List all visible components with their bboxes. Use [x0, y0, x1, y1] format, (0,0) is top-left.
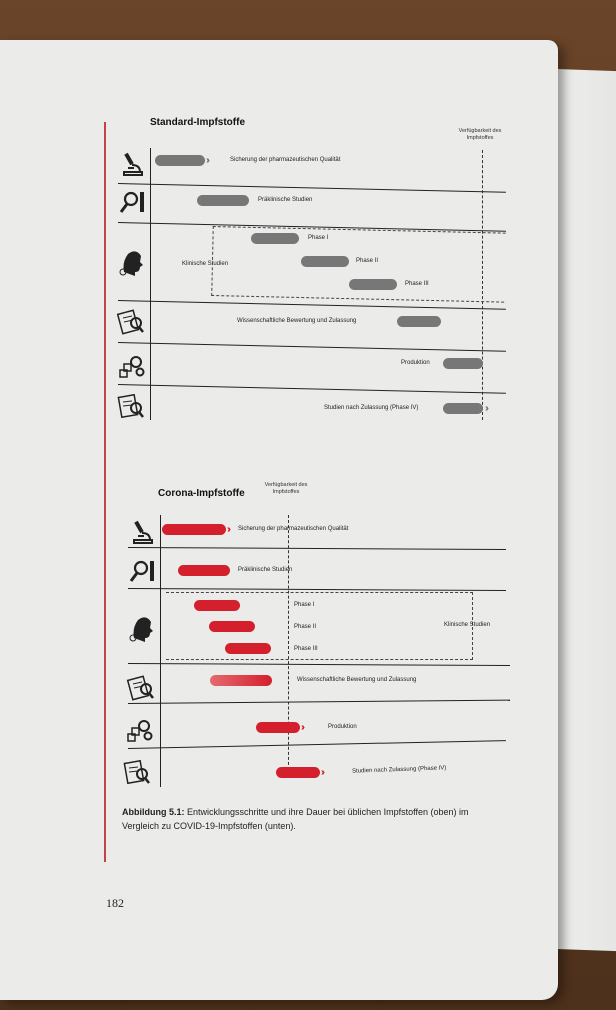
standard-bar-quality [155, 155, 205, 166]
corona-bar-phase4 [276, 767, 320, 778]
corona-phase3-label: Phase III [294, 646, 318, 652]
production-gears-icon [124, 716, 154, 746]
standard-bar-phase2 [301, 256, 349, 267]
human-head-icon [116, 246, 146, 276]
corona-label-preclinical: Präklinische Studien [238, 567, 293, 573]
figure-caption [122, 806, 502, 834]
corona-phase1-label: Phase I [294, 602, 315, 608]
standard-label-production: Produktion [401, 360, 430, 366]
corona-availability-label: Verfügbarkeit des Impfstoffes [264, 482, 308, 496]
standard-chevron-phase4: ››› [485, 403, 486, 414]
standard-phase3-label: Phase III [405, 281, 429, 287]
document-review-icon [116, 306, 146, 336]
standard-label-quality: Sicherung der pharmazeutischen Qualität [230, 157, 341, 163]
corona-bar-approval [210, 675, 272, 686]
corona-phase2-label: Phase II [294, 624, 317, 630]
book-page [0, 40, 558, 1000]
standard-label-clinical: Klinische Studien [182, 261, 229, 267]
corona-bar-preclinical [178, 565, 230, 576]
standard-availability-label: Verfügbarkeit des Impfstoffes [458, 128, 502, 142]
document-review-icon [126, 672, 156, 702]
standard-chevron-quality: ››› [206, 155, 207, 166]
standard-bar-phase1 [251, 233, 299, 244]
margin-rule [104, 122, 106, 862]
standard-bar-phase4 [443, 403, 483, 414]
standard-phase1-label: Phase I [308, 235, 329, 241]
magnifier-flask-icon [118, 188, 148, 218]
standard-label-approval: Wissenschaftliche Bewertung und Zulassung [237, 318, 357, 324]
corona-label-clinical: Klinische Studien [444, 622, 491, 628]
microscope-icon [128, 518, 158, 548]
document-magnifier-icon [116, 392, 146, 422]
document-magnifier-icon [122, 758, 152, 788]
standard-label-phase4: Studien nach Zulassung (Phase IV) [324, 405, 419, 411]
standard-title: Standard-Impfstoffe [150, 117, 245, 128]
corona-axis [160, 515, 161, 787]
standard-axis [150, 148, 151, 420]
standard-phase2-label: Phase II [356, 258, 379, 264]
standard-bar-production [443, 358, 483, 369]
page-number: 182 [106, 896, 124, 910]
microscope-icon [118, 150, 148, 180]
corona-bar-production [256, 722, 300, 733]
corona-chevron-phase4: ››› [321, 767, 322, 778]
corona-bar-phase3 [225, 643, 271, 654]
caption-label: Abbildung 5.1: [122, 807, 185, 817]
corona-bar-quality [162, 524, 226, 535]
corona-label-quality: Sicherung der pharmazeutischen Qualität [238, 526, 349, 532]
corona-chevron-quality: ››› [227, 524, 228, 535]
standard-bar-approval [397, 316, 441, 327]
corona-bar-phase2 [209, 621, 255, 632]
corona-bar-phase1 [194, 600, 240, 611]
corona-label-phase4: Studien nach Zulassung (Phase IV) [351, 765, 447, 775]
human-head-icon [126, 612, 156, 642]
standard-bar-preclinical [197, 195, 249, 206]
standard-bar-phase3 [349, 279, 397, 290]
standard-label-preclinical: Präklinische Studien [258, 197, 313, 203]
corona-chevron-production: ››› [301, 722, 302, 733]
magnifier-flask-icon [128, 557, 158, 587]
corona-label-approval: Wissenschaftliche Bewertung und Zulassung [297, 677, 417, 683]
corona-title: Corona-Impfstoffe [158, 488, 245, 499]
production-gears-icon [116, 352, 146, 382]
caption-text: Entwicklungsschritte und ihre Dauer bei üblichen Impfstoffen (oben) im Vergleich zu COVID-19-Impfstoffen (unten). [122, 807, 469, 831]
corona-label-production: Produktion [328, 724, 357, 730]
